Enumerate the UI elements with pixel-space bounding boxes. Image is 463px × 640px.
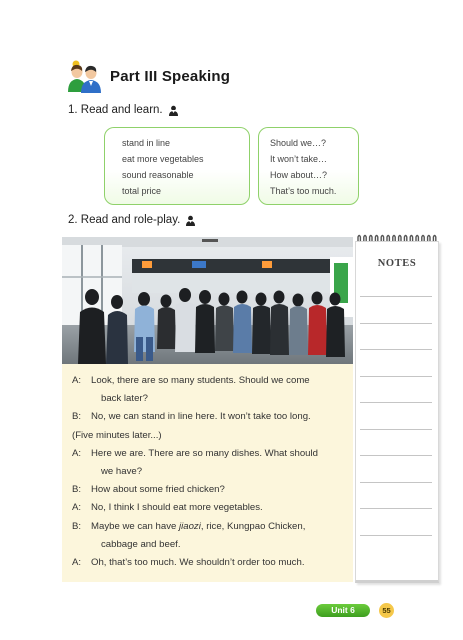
dialogue-text: No, I think I should eat more vegetables. [91,502,263,514]
dialogue-text: we have? [101,466,143,478]
phrase-item: stand in line [122,138,171,148]
canteen-queue-photo [62,237,353,364]
speaker-label: A: [72,447,82,459]
dialogue-line [62,445,353,463]
exercise-1-title: 1. Read and learn. [68,104,163,116]
notes-title: NOTES [377,258,417,269]
phrase-item: Should we…? [270,138,327,148]
dialogue-line [62,499,353,517]
dialogue-line [62,481,353,499]
notes-page[interactable] [355,241,439,583]
section-header [66,58,230,94]
dialogue-text: Here we are. There are so many dishes. What should [91,447,318,459]
note-line [360,508,432,509]
phrase-box-right [258,127,359,205]
dialogue-text: back later? [101,393,148,405]
unit-badge: Unit 6 [316,604,370,617]
dialogue-text: Look, there are so many students. Should we come [91,375,310,386]
exercise-2-heading [68,214,196,226]
speaker-label: A: [72,375,82,386]
dialogue-line [62,518,353,536]
dialogue-line [62,536,353,554]
phrase-item: How about…? [270,170,328,180]
phrase-item: eat more vegetables [122,154,204,164]
phrase-item: total price [122,186,162,196]
phrase-item: That’s too much. [270,186,337,196]
dialogue-line [62,390,353,408]
note-line [360,349,432,350]
dialogue-text: How about some fried chicken? [91,484,225,496]
speaker-label: B: [72,520,82,532]
note-line [360,376,432,377]
exercise-1-heading [68,104,179,116]
phrase-box-left [104,127,250,205]
note-line [360,323,432,324]
speaker-label: B: [72,484,82,496]
phrase-item: sound reasonable [122,170,194,180]
dialogue-panel [62,364,353,582]
speaker-label: A: [72,502,82,514]
dialogue-text: No, we can stand in line here. It won’t take too long. [91,411,311,423]
phrase-item: It won’t take… [270,154,328,164]
speaker-label: A: [72,557,82,569]
dialogue-text: Oh, that’s too much. We shouldn’t order too much. [91,557,305,569]
dialogue-line [62,554,353,572]
dialogue-line [62,372,353,390]
dialogue-line [62,408,353,426]
page-number: 55 [379,603,394,618]
note-line [360,296,432,297]
audio-speaker-icon[interactable] [185,215,196,226]
dialogue-text: (Five minutes later...) [72,429,162,441]
note-line [360,482,432,483]
speaker-label: B: [72,411,82,423]
note-line [360,402,432,403]
notes-notebook [355,233,439,581]
note-line [360,535,432,536]
dialogue-line [62,427,353,445]
note-line [360,455,432,456]
section-title: Part III Speaking [110,67,231,85]
dialogue-line [62,463,353,481]
note-line [360,429,432,430]
exercise-2-title: 2. Read and role-play. [68,214,181,226]
audio-speaker-icon[interactable] [168,105,179,116]
people-talking-icon [66,58,104,94]
dialogue-text: Maybe we can have jiaozi, rice, Kungpao Chicken, [91,520,306,532]
dialogue-text: cabbage and beef. [101,538,181,550]
